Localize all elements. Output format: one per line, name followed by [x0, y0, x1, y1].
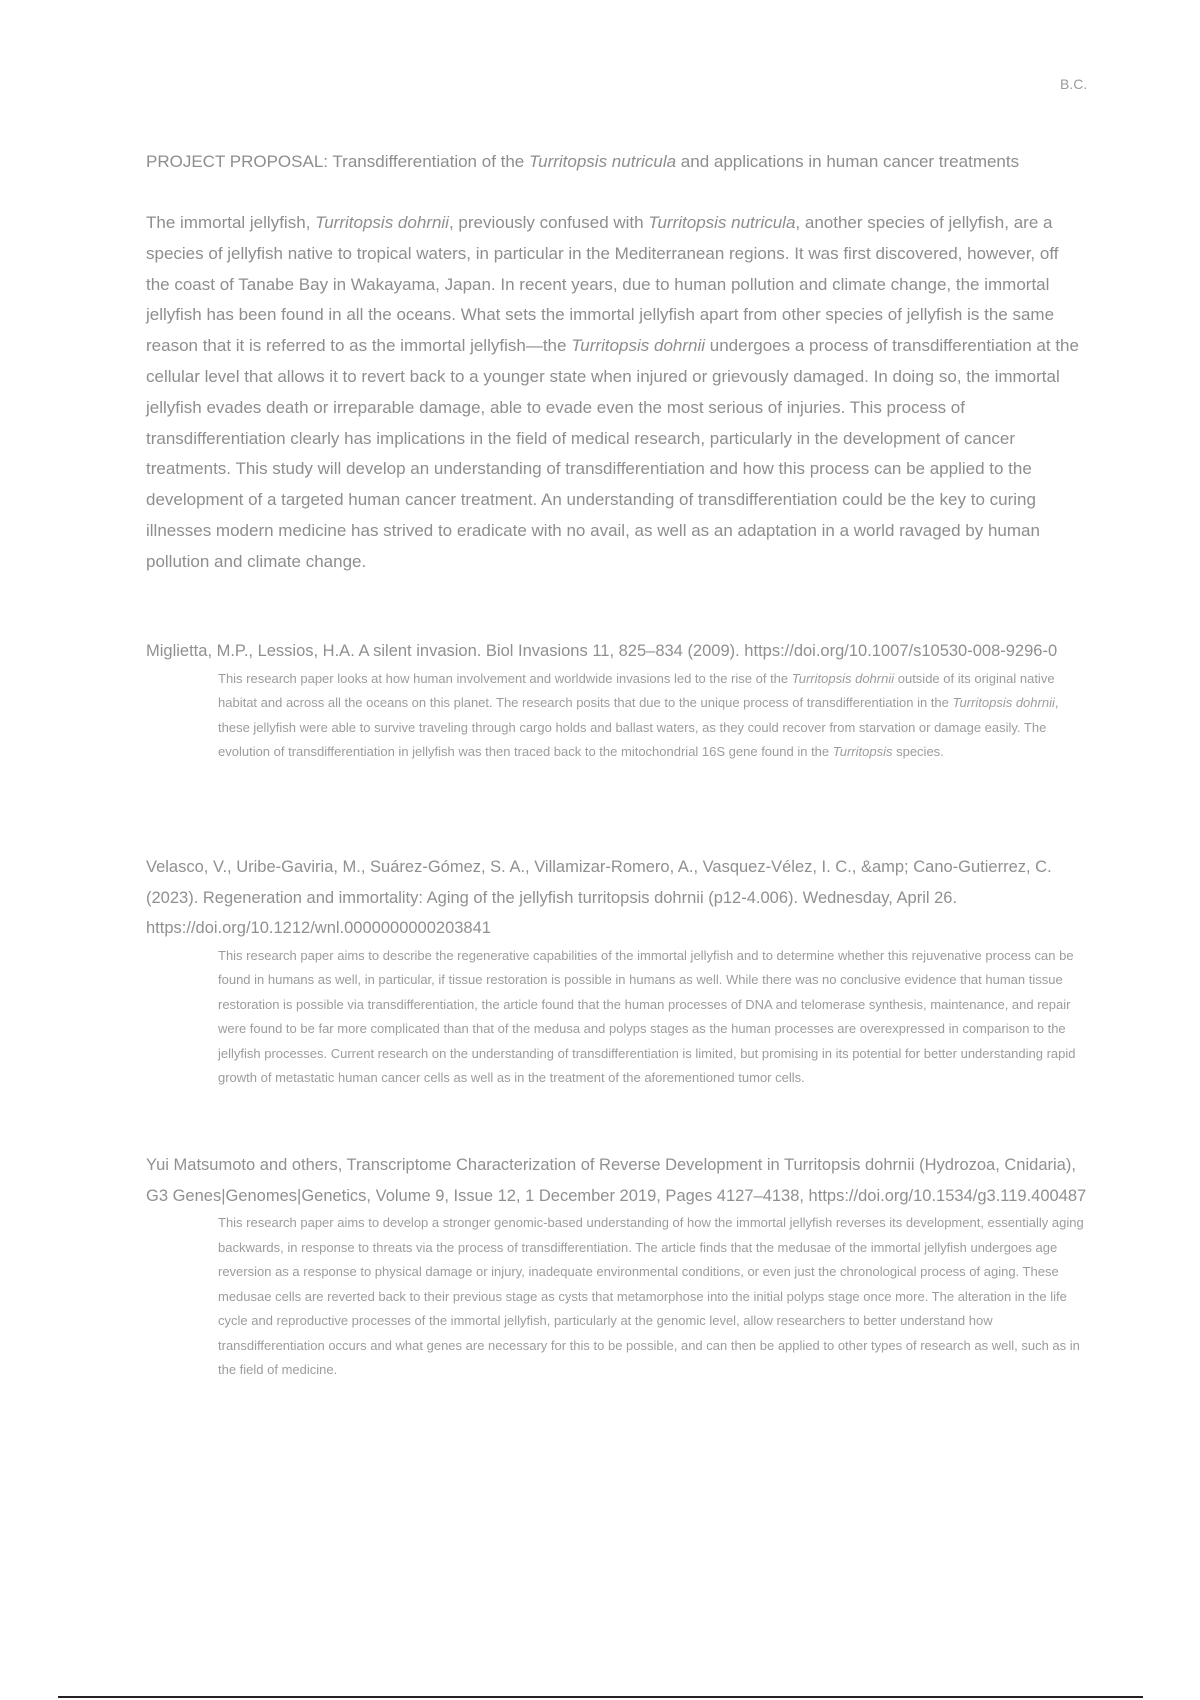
- annotation-text-3: , these jellyfish were able to survive traveling through cargo holds and ballast waters, as they could recover from starvation or damage easily. The evolution of transdifferentiation in jellyfish was then traced back to the mitochondrial 16S gene found in the: [218, 695, 1059, 759]
- annotation-species-1: Turritopsis dohrnii: [791, 670, 895, 686]
- author-initials: B.C.: [1060, 76, 1088, 92]
- intro-species-3: Turritopsis dohrnii: [571, 336, 706, 356]
- intro-paragraph: [146, 208, 1086, 578]
- reference-citation: Velasco, V., Uribe-Gaviria, M., Suárez-Gómez, S. A., Villamizar-Romero, A., Vasquez-Vélez, I. C., &amp; Cano-Gutierrez, C. (2023). Regeneration and immortality: Aging of the jellyfish turritopsis dohrnii (p12-4.006). Wednesday, April 26. https://doi.org/10.1212/wnl.0000000000203841: [146, 858, 1052, 937]
- intro-text-2: , previously confused with: [448, 213, 649, 232]
- reference-annotation: [218, 667, 1088, 765]
- reference-entry-3: [146, 1150, 1096, 1383]
- title-species: Turritopsis nutricula: [529, 152, 677, 171]
- reference-annotation: This research paper aims to develop a stronger genomic-based understanding of how the immortal jellyfish reverses its development, essentially aging backwards, in response to threats via the process of transdifferentiation. The article finds that the medusae of the immortal jellyfish undergoes age reversion as a response to physical damage or injury, inadequate environmental conditions, or even just the chronological process of aging. These medusae cells are reverted back to their previous stage as cysts that metamorphose into the initial polyps stage once more. The alteration in the life cycle and reproductive processes of the immortal jellyfish, particularly at the genomic level, allow researchers to better understand how transdifferentiation occurs and what genes are necessary for this to be possible, and can then be applied to other types of research as well, such as in the field of medicine.: [218, 1215, 1084, 1377]
- title-suffix: and applications in human cancer treatments: [676, 152, 1020, 171]
- intro-text-3: , another species of jellyfish, are a species of jellyfish native to tropical waters, in particular in the Mediterranean regions. It was first discovered, however, off the coast of Tanabe Bay in Wakayama, Japan. In recent years, due to human pollution and climate change, the immortal jellyfish has been found in all the oceans. What sets the immortal jellyfish apart from other species of jellyfish is the same reason that it is referred to as the immortal jellyfish—the: [146, 213, 1059, 356]
- title-prefix: PROJECT PROPOSAL: Transdifferentiation of the: [146, 152, 529, 171]
- annotation-text-4: species.: [892, 744, 944, 759]
- intro-species-1: Turritopsis dohrnii: [315, 213, 449, 232]
- proposal-title: [146, 150, 1096, 174]
- reference-entry-2: [146, 852, 1096, 1091]
- reference-entry-1: [146, 636, 1096, 765]
- annotation-species-2: Turritopsis dohrnii: [952, 695, 1055, 710]
- annotation-text-1: This research paper looks at how human involvement and worldwide invasions led to the rise of the: [218, 670, 792, 686]
- reference-citation: Yui Matsumoto and others, Transcriptome Characterization of Reverse Development in Turritopsis dohrnii (Hydrozoa, Cnidaria), G3 Genes|Genomes|Genetics, Volume 9, Issue 12, 1 December 2019, Pages 4127–4138, https://doi.org/10.1534/g3.119.400487: [146, 1156, 1087, 1205]
- intro-text-1: The immortal jellyfish,: [146, 213, 316, 232]
- footer-divider: [58, 1696, 1143, 1698]
- annotation-species-3: Turritopsis: [832, 744, 893, 759]
- intro-species-2: Turritopsis nutricula: [648, 213, 796, 232]
- reference-citation: Miglietta, M.P., Lessios, H.A. A silent invasion. Biol Invasions 11, 825–834 (2009). https://doi.org/10.1007/s10530-008-9296-0: [146, 642, 1058, 660]
- intro-text-4: undergoes a process of transdifferentiation at the cellular level that allows it to revert back to a younger state when injured or grievously damaged. In doing so, the immortal jellyfish evades death or irreparable damage, able to evade even the most serious of injuries. This process of transdifferentiation clearly has implications in the field of medical research, particularly in the development of cancer treatments. This study will develop an understanding of transdifferentiation and how this process can be applied to the development of a targeted human cancer treatment. An understanding of transdifferentiation could be the key to curing illnesses modern medicine has strived to eradicate with no avail, as well as an adaptation in a world ravaged by human pollution and climate change.: [146, 336, 1079, 571]
- annotation-text-2: outside of its original native habitat and across all the oceans on this planet. The research posits that due to the unique process of transdifferentiation in the: [218, 670, 1055, 710]
- reference-annotation: This research paper aims to describe the regenerative capabilities of the immortal jellyfish and to determine whether this rejuvenative process can be found in humans as well, in particular, if tissue restoration is possible in humans as well. While there was no conclusive evidence that human tissue restoration is possible via transdifferentiation, the article found that the human processes of DNA and telomerase synthesis, maintenance, and repair were found to be far more complicated than that of the medusa and polyps stages as the human processes are overexpressed in comparison to the jellyfish processes. Current research on the understanding of transdifferentiation is limited, but promising in its potential for better understanding rapid growth of metastatic human cancer cells as well as in the treatment of the aforementioned tumor cells.: [218, 947, 1076, 1085]
